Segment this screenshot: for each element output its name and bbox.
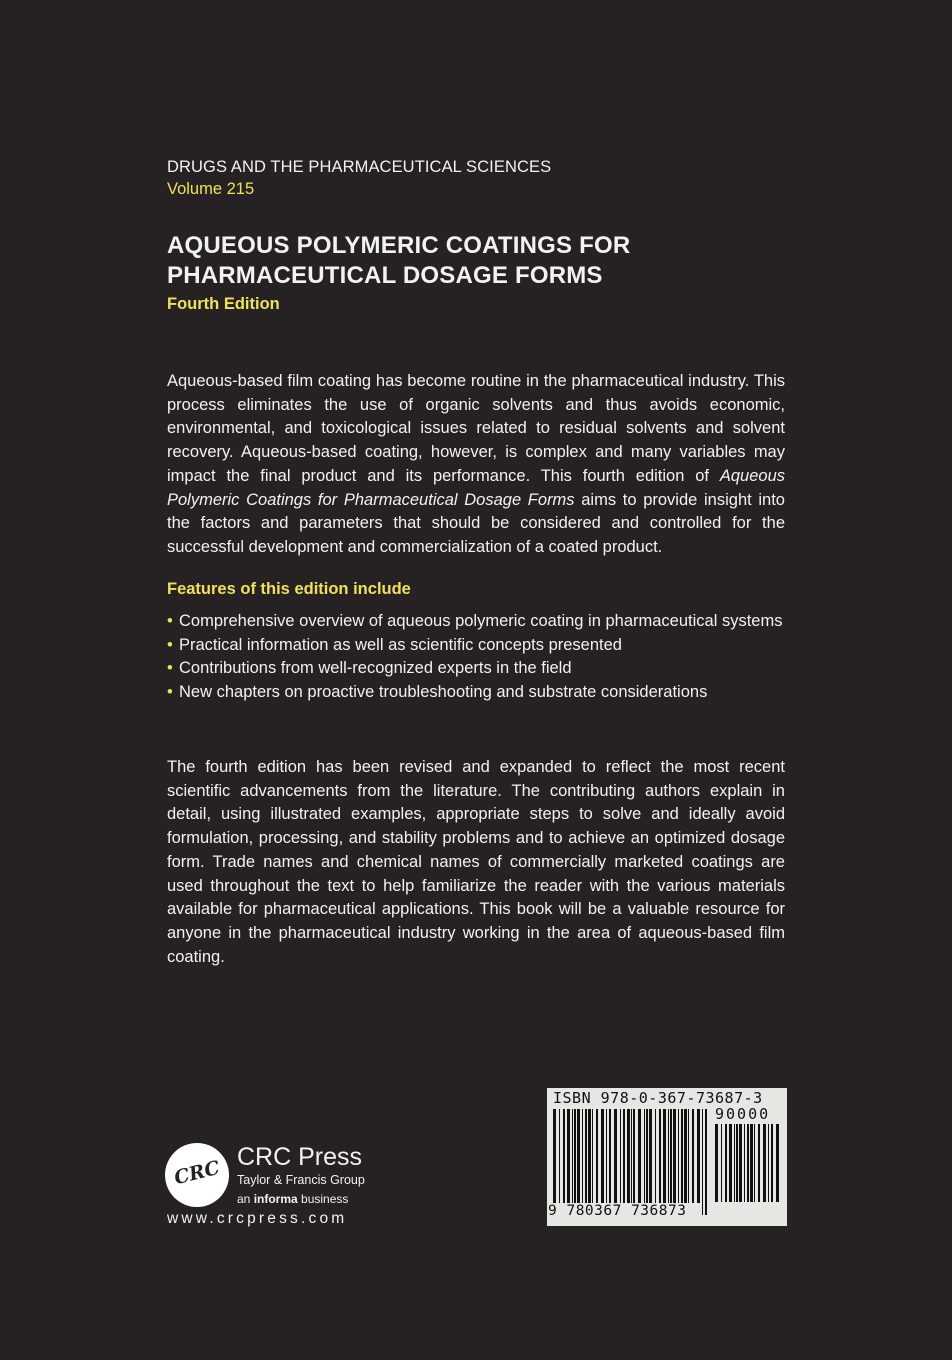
- barcode-bar: [563, 1109, 565, 1203]
- barcode-bar: [725, 1124, 727, 1202]
- barcode-bar: [673, 1109, 676, 1203]
- barcode-bar: [734, 1124, 735, 1202]
- feature-text: Comprehensive overview of aqueous polymeric coating in pharmaceutical systems: [179, 612, 783, 630]
- isbn-barcode: [547, 1088, 787, 1226]
- book-title-line-2: PHARMACEUTICAL DOSAGE FORMS: [167, 262, 603, 289]
- barcode-bar: [744, 1124, 745, 1202]
- barcode-bar: [736, 1124, 738, 1202]
- features-list: [167, 610, 787, 705]
- barcode-bar: [574, 1109, 576, 1203]
- barcode-bar: [747, 1124, 749, 1202]
- business-brand: informa: [253, 1192, 298, 1206]
- barcode-bar: [596, 1109, 598, 1203]
- barcode-bar: [623, 1109, 625, 1203]
- publisher-business: [237, 1192, 348, 1206]
- barcode-bar: [670, 1109, 672, 1203]
- barcode-bar: [577, 1109, 580, 1203]
- bullet-icon: •: [167, 612, 173, 630]
- book-title-line-1: AQUEOUS POLYMERIC COATINGS FOR: [167, 232, 631, 259]
- publisher-group: Taylor & Francis Group: [237, 1173, 365, 1187]
- barcode-bar: [768, 1124, 769, 1202]
- barcode-addon-bars: [715, 1124, 779, 1214]
- barcode-bar: [721, 1124, 722, 1202]
- barcode-bar: [609, 1109, 611, 1203]
- feature-text: Contributions from well-recognized experts in the field: [179, 659, 572, 678]
- barcode-bar: [663, 1109, 666, 1203]
- barcode-bar: [559, 1109, 560, 1215]
- barcode-bars: [553, 1109, 709, 1215]
- barcode-bar: [606, 1109, 607, 1203]
- feature-item: [167, 634, 787, 658]
- barcode-bar: [771, 1124, 773, 1202]
- barcode-bar: [638, 1109, 641, 1215]
- business-suffix: business: [297, 1192, 349, 1206]
- series-title: DRUGS AND THE PHARMACEUTICAL SCIENCES: [167, 158, 552, 176]
- barcode-bar: [684, 1109, 687, 1203]
- barcode-bar: [627, 1109, 630, 1203]
- bullet-icon: •: [167, 683, 173, 702]
- features-heading: Features of this edition include: [167, 580, 411, 598]
- barcode-bar: [754, 1124, 755, 1202]
- feature-item: [167, 610, 787, 634]
- barcode-bar: [776, 1124, 779, 1202]
- barcode-bar: [592, 1109, 593, 1203]
- barcode-bar: [601, 1109, 604, 1203]
- barcode-bar: [614, 1109, 617, 1203]
- book-title: [167, 231, 630, 291]
- barcode-bar: [582, 1109, 583, 1203]
- logo-lettering: CRC: [171, 1156, 222, 1190]
- feature-item: [167, 681, 787, 705]
- summary-paragraph: The fourth edition has been revised and expanded to reflect the most recent scientific advancements from the literature. The contributing authors explain in detail, using illustrated examples, appropriate steps to solve and ideally avoid formulation, processing, and stability problems and to achieve an optimized dosage form. Trade names and chemical names of commercially marketed coatings are used throughout the text to help familiarize the reader with the various materials available for pharmaceutical applications. This book will be a valuable resource for anyone in the pharmaceutical industry working in the area of aqueous-based film coating.: [167, 758, 785, 966]
- barcode-bar: [739, 1124, 742, 1202]
- barcode-bar: [729, 1124, 732, 1202]
- feature-text: New chapters on proactive troubleshooting and substrate considerations: [179, 683, 708, 702]
- barcode-bar: [585, 1109, 587, 1203]
- description-book-title: Aqueous Polymeric Coatings for Pharmaceutical Dosage Forms: [167, 466, 785, 509]
- barcode-bar: [763, 1124, 766, 1202]
- crc-logo-icon: [165, 1143, 229, 1207]
- business-prefix: an: [237, 1192, 254, 1206]
- barcode-bar: [620, 1109, 621, 1203]
- barcode-number: 9 780367 736873: [548, 1203, 687, 1219]
- bullet-icon: •: [167, 659, 173, 678]
- edition-label: Fourth Edition: [167, 295, 280, 313]
- barcode-bar: [697, 1109, 700, 1203]
- feature-text: Practical information as well as scientific concepts presented: [179, 635, 622, 654]
- barcode-bar: [715, 1124, 718, 1202]
- volume-number: Volume 215: [167, 180, 255, 198]
- barcode-bar: [692, 1109, 694, 1203]
- barcode-bar: [553, 1109, 556, 1215]
- barcode-bar: [633, 1109, 635, 1203]
- feature-item: [167, 657, 787, 681]
- description-paragraph: [167, 370, 785, 560]
- barcode-bar: [588, 1109, 591, 1203]
- isbn-label: ISBN 978-0-367-73687-3: [553, 1089, 763, 1107]
- description-text-start: Aqueous-based film coating has become routine in the pharmaceutical industry. This process eliminates the use of organic solvents and thus avoids economic, environmental, and toxicological issues related to residual solvents and solvent recovery. Aqueous-based coating, however, is complex and many variables may impact the final product and its performance. This fourth edition of: [167, 372, 785, 485]
- barcode-bar: [678, 1109, 679, 1203]
- barcode-bar: [668, 1109, 669, 1203]
- barcode-addon-number: 90000: [715, 1105, 771, 1123]
- publisher-website: www.crcpress.com: [167, 1210, 348, 1227]
- barcode-bar: [681, 1109, 683, 1203]
- barcode-bar: [649, 1109, 652, 1203]
- barcode-bar: [705, 1109, 707, 1215]
- barcode-bar: [572, 1109, 573, 1203]
- barcode-bar: [631, 1109, 632, 1203]
- publisher-name: CRC Press: [237, 1143, 363, 1171]
- barcode-bar: [750, 1124, 753, 1202]
- barcode-bar: [646, 1109, 648, 1203]
- barcode-bar: [567, 1109, 570, 1203]
- barcode-bar: [655, 1109, 656, 1203]
- description-text-end: aims to provide insight into the factors and parameters that should be considered and controlled for the successful development and commercialization of a coated product.: [167, 490, 785, 556]
- barcode-bar: [688, 1109, 689, 1203]
- barcode-bar: [644, 1109, 645, 1215]
- barcode-bar: [758, 1124, 760, 1202]
- bullet-icon: •: [167, 635, 173, 654]
- barcode-bar: [702, 1109, 703, 1215]
- barcode-bar: [659, 1109, 661, 1203]
